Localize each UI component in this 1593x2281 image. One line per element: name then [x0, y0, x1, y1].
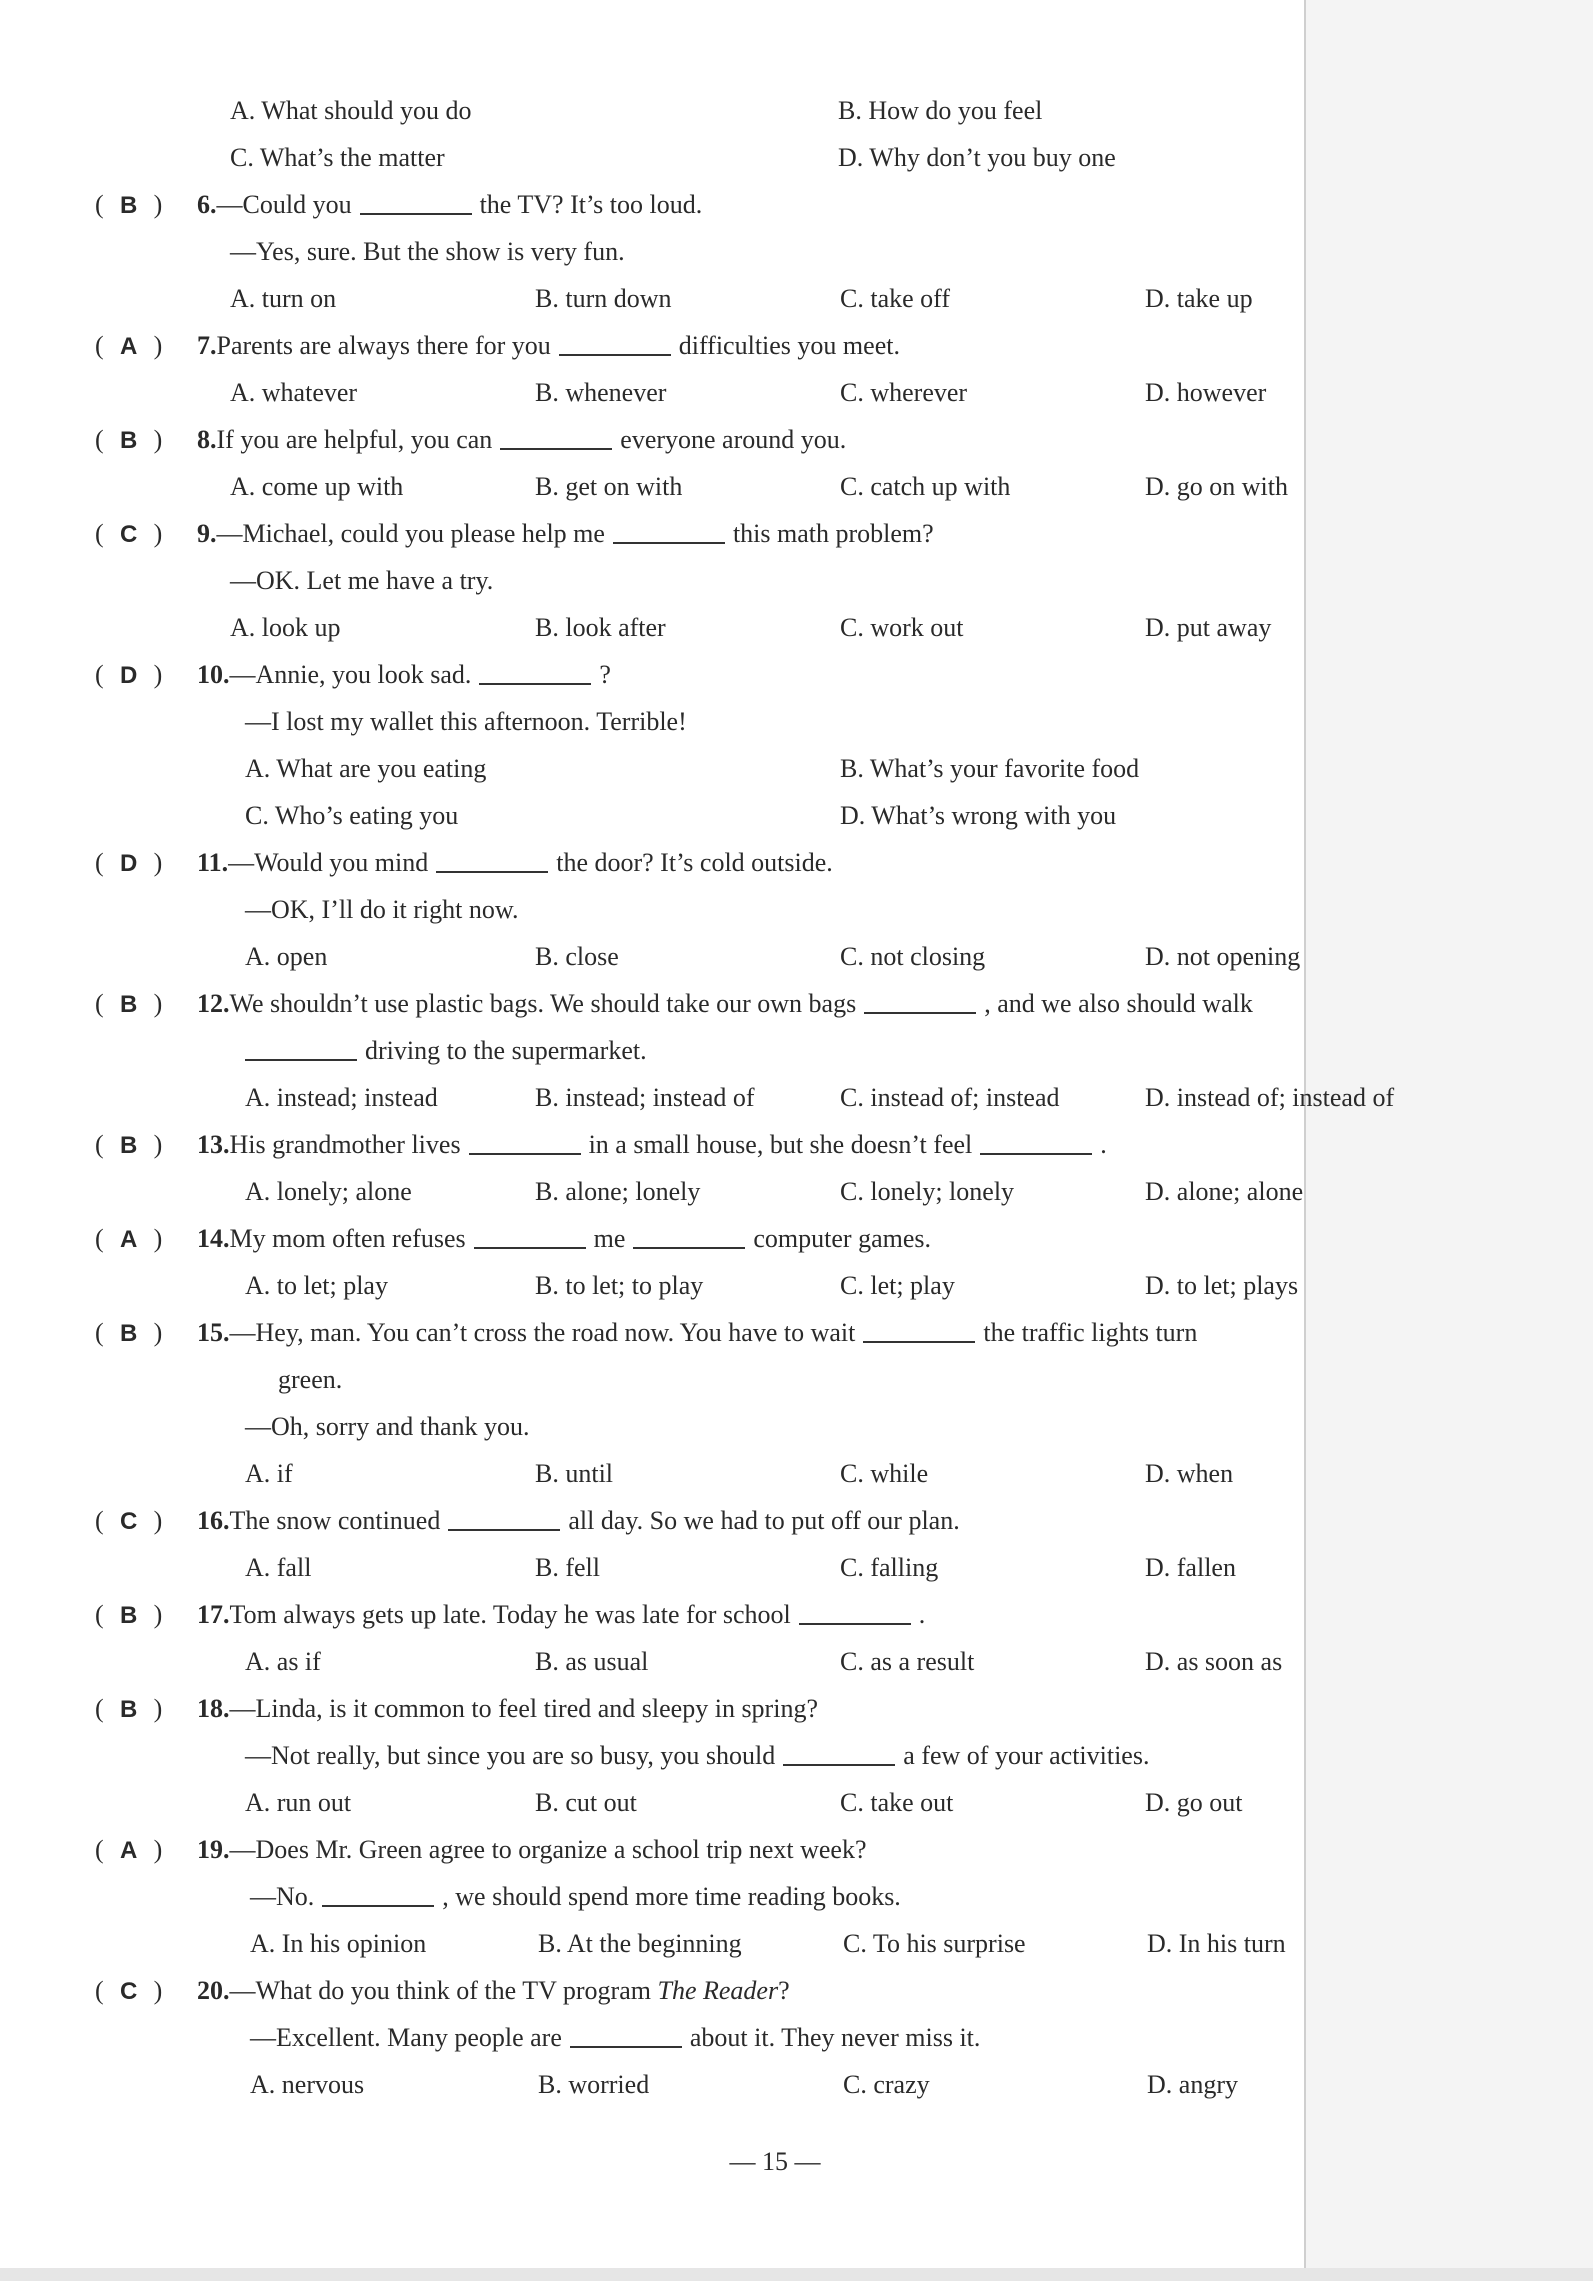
option-c: C. wherever	[840, 378, 968, 407]
question-6-reply: —Yes, sure. But the show is very fun.	[230, 237, 625, 266]
option-d: D. In his turn	[1147, 1929, 1286, 1958]
stem-text: Parents are always there for you	[216, 331, 551, 360]
question-number: 8.	[197, 425, 217, 454]
option-b: B. until	[535, 1459, 614, 1488]
option-a: A. look up	[230, 613, 341, 642]
page-number: — 15 —	[729, 2147, 821, 2176]
option-c: C. not closing	[840, 942, 986, 971]
answer-blank	[864, 1012, 976, 1014]
option-b: B. turn down	[535, 284, 672, 313]
option-a: A. What are you eating	[245, 754, 487, 783]
option-c: C. work out	[840, 613, 964, 642]
question-number: 13.	[197, 1130, 230, 1159]
question-9-reply: —OK. Let me have a try.	[230, 566, 494, 595]
option-c: C. instead of; instead	[840, 1083, 1060, 1112]
answer-blank	[613, 542, 725, 544]
question-13-stem	[197, 1130, 1107, 1160]
option-d: D. to let; plays	[1145, 1271, 1299, 1300]
stem-text: My mom often refuses	[229, 1224, 466, 1253]
stem-text: computer games.	[753, 1224, 931, 1253]
question-number: 16.	[197, 1506, 230, 1535]
question-12-continuation	[245, 1036, 647, 1066]
answer-letter: B	[120, 991, 138, 1018]
answer-blank	[322, 1905, 434, 1907]
answer-paren: ( B )	[95, 190, 163, 219]
stem-text: —Hey, man. You can’t cross the road now. You have to wait	[229, 1318, 856, 1347]
option-c: C. while	[840, 1459, 929, 1488]
answer-blank	[448, 1529, 560, 1531]
option-d: D. put away	[1145, 613, 1272, 642]
option-b: B. worried	[538, 2070, 650, 2099]
option-b: B. fell	[535, 1553, 600, 1582]
option-c: C. take out	[840, 1788, 954, 1817]
option-c: C. Who’s eating you	[245, 801, 459, 830]
stem-text: me	[593, 1224, 626, 1253]
answer-letter: A	[120, 333, 138, 360]
answer-letter: D	[120, 850, 138, 877]
stem-text: ?	[778, 1976, 790, 2005]
question-6-stem	[197, 190, 702, 220]
question-number: 14.	[197, 1224, 230, 1253]
answer-blank	[799, 1623, 911, 1625]
option-b: B. look after	[535, 613, 666, 642]
option-b: B. to let; to play	[535, 1271, 704, 1300]
answer-letter: B	[120, 1132, 138, 1159]
question-19-reply	[250, 1882, 901, 1912]
option-a: A. instead; instead	[245, 1083, 438, 1112]
answer-blank	[245, 1059, 357, 1061]
stem-text: .	[1100, 1130, 1107, 1159]
answer-letter: B	[120, 192, 138, 219]
question-number: 9.	[197, 519, 217, 548]
q5-option-d: D. Why don’t you buy one	[838, 143, 1116, 172]
option-d: D. What’s wrong with you	[840, 801, 1117, 830]
question-number: 12.	[197, 989, 230, 1018]
answer-paren: ( D )	[95, 848, 163, 877]
option-d: D. however	[1145, 378, 1267, 407]
stem-text: about it. They never miss it.	[689, 2023, 981, 2052]
option-b: B. cut out	[535, 1788, 637, 1817]
answer-paren: ( B )	[95, 989, 163, 1018]
stem-text: —Excellent. Many people are	[250, 2023, 562, 2052]
stem-text: a few of your activities.	[903, 1741, 1150, 1770]
stem-text: —What do you think of the TV program	[229, 1976, 651, 2005]
option-b: B. instead; instead of	[535, 1083, 755, 1112]
option-c: C. as a result	[840, 1647, 975, 1676]
option-a: A. fall	[245, 1553, 312, 1582]
stem-text: , we should spend more time reading books.	[442, 1882, 901, 1911]
option-d: D. fallen	[1145, 1553, 1236, 1582]
option-c: C. let; play	[840, 1271, 955, 1300]
option-a: A. run out	[245, 1788, 352, 1817]
question-9-stem	[197, 519, 934, 549]
answer-blank	[559, 354, 671, 356]
answer-paren: ( C )	[95, 1506, 163, 1535]
option-c: C. take off	[840, 284, 950, 313]
answer-paren: ( B )	[95, 1600, 163, 1629]
option-a: A. to let; play	[245, 1271, 388, 1300]
option-b: B. alone; lonely	[535, 1177, 701, 1206]
question-7-stem	[197, 331, 900, 361]
stem-text: —Could you	[216, 190, 352, 219]
answer-paren: ( B )	[95, 425, 163, 454]
stem-text: His grandmother lives	[229, 1130, 461, 1159]
question-number: 20.	[197, 1976, 230, 2005]
stem-text: We shouldn’t use plastic bags. We should take our own bags	[229, 989, 857, 1018]
question-11-stem	[197, 848, 833, 878]
stem-text: the TV? It’s too loud.	[479, 190, 703, 219]
answer-letter: B	[120, 1696, 138, 1723]
question-number: 10.	[197, 660, 230, 689]
option-a: A. as if	[245, 1647, 321, 1676]
option-d: D. not opening	[1145, 942, 1301, 971]
answer-blank	[474, 1247, 586, 1249]
option-a: A. whatever	[230, 378, 358, 407]
question-19-stem	[197, 1835, 867, 1865]
adjacent-page-margin	[1306, 0, 1593, 2281]
q5-option-b: B. How do you feel	[838, 96, 1043, 125]
option-d: D. instead of; instead of	[1145, 1083, 1395, 1112]
answer-paren: ( C )	[95, 1976, 163, 2005]
q5-option-c: C. What’s the matter	[230, 143, 445, 172]
option-d: D. as soon as	[1145, 1647, 1283, 1676]
stem-text: —No.	[250, 1882, 315, 1911]
option-d: D. take up	[1145, 284, 1253, 313]
option-b: B. What’s your favorite food	[840, 754, 1140, 783]
question-17-stem	[197, 1600, 925, 1630]
answer-letter: A	[120, 1226, 138, 1253]
option-a: A. open	[245, 942, 328, 971]
stem-text: .	[918, 1600, 926, 1629]
stem-text: the door? It’s cold outside.	[556, 848, 833, 877]
option-c: C. crazy	[843, 2070, 930, 2099]
option-d: D. alone; alone	[1145, 1177, 1304, 1206]
answer-blank	[360, 213, 472, 215]
answer-letter: B	[120, 427, 138, 454]
stem-text: difficulties you meet.	[678, 331, 900, 360]
option-a: A. turn on	[230, 284, 337, 313]
answer-paren: ( A )	[95, 331, 163, 360]
option-a: A. lonely; alone	[245, 1177, 412, 1206]
answer-paren: ( B )	[95, 1694, 163, 1723]
stem-text: The snow continued	[229, 1506, 441, 1535]
answer-blank	[783, 1764, 895, 1766]
stem-text: —Not really, but since you are so busy, you should	[245, 1741, 776, 1770]
answer-blank	[479, 683, 591, 685]
option-d: D. go out	[1145, 1788, 1243, 1817]
q5-option-a: A. What should you do	[230, 96, 472, 125]
question-18-reply	[245, 1741, 1149, 1771]
answer-letter: A	[120, 1837, 138, 1864]
answer-letter: B	[120, 1320, 138, 1347]
answer-blank	[500, 448, 612, 450]
answer-blank	[570, 2046, 682, 2048]
question-number: 6.	[197, 190, 217, 219]
stem-text: —Does Mr. Green agree to organize a school trip next week?	[229, 1835, 867, 1864]
answer-paren: ( A )	[95, 1835, 163, 1864]
option-b: B. get on with	[535, 472, 683, 501]
question-18-stem	[197, 1694, 818, 1724]
question-20-stem	[197, 1976, 790, 2006]
answer-paren: ( A )	[95, 1224, 163, 1253]
question-14-stem	[197, 1224, 931, 1254]
stem-text: —Michael, could you please help me	[216, 519, 605, 548]
stem-text: the traffic lights turn	[983, 1318, 1198, 1347]
question-15-reply: —Oh, sorry and thank you.	[245, 1412, 530, 1441]
answer-blank	[436, 871, 548, 873]
answer-paren: ( C )	[95, 519, 163, 548]
question-number: 18.	[197, 1694, 230, 1723]
stem-text: —Linda, is it common to feel tired and sleepy in spring?	[229, 1694, 818, 1723]
option-b: B. At the beginning	[538, 1929, 742, 1958]
stem-text: —Would you mind	[228, 848, 429, 877]
option-a: A. nervous	[250, 2070, 365, 2099]
option-c: C. falling	[840, 1553, 939, 1582]
stem-text: all day. So we had to put off our plan.	[568, 1506, 960, 1535]
stem-text: everyone around you.	[620, 425, 847, 454]
question-8-stem	[197, 425, 846, 455]
question-11-reply: —OK, I’ll do it right now.	[245, 895, 519, 924]
answer-blank	[863, 1341, 975, 1343]
question-15-continuation: green.	[278, 1365, 343, 1394]
stem-text: Tom always gets up late. Today he was late for school	[229, 1600, 791, 1629]
answer-blank	[633, 1247, 745, 1249]
option-a: A. if	[245, 1459, 293, 1488]
question-12-stem	[197, 989, 1253, 1019]
answer-paren: ( D )	[95, 660, 163, 689]
question-number: 19.	[197, 1835, 230, 1864]
answer-letter: C	[120, 1978, 138, 2005]
stem-text: If you are helpful, you can	[216, 425, 493, 454]
answer-blank	[469, 1153, 581, 1155]
question-number: 15.	[197, 1318, 230, 1347]
option-d: D. go on with	[1145, 472, 1288, 501]
answer-paren: ( B )	[95, 1318, 163, 1347]
stem-text: ?	[599, 660, 611, 689]
answer-letter: C	[120, 521, 138, 548]
answer-blank	[980, 1153, 1092, 1155]
question-number: 7.	[197, 331, 217, 360]
option-b: B. whenever	[535, 378, 667, 407]
stem-text: in a small house, but she doesn’t feel	[588, 1130, 973, 1159]
question-10-reply: —I lost my wallet this afternoon. Terrible!	[245, 707, 687, 736]
option-d: D. when	[1145, 1459, 1234, 1488]
option-a: A. come up with	[230, 472, 404, 501]
question-10-stem	[197, 660, 611, 690]
answer-letter: C	[120, 1508, 138, 1535]
option-b: B. as usual	[535, 1647, 649, 1676]
stem-text: —Annie, you look sad.	[229, 660, 472, 689]
option-c: C. lonely; lonely	[840, 1177, 1015, 1206]
answer-letter: B	[120, 1602, 138, 1629]
option-b: B. close	[535, 942, 619, 971]
question-number: 11.	[197, 848, 229, 877]
stem-text: , and we also should walk	[984, 989, 1253, 1018]
answer-paren: ( B )	[95, 1130, 163, 1159]
answer-letter: D	[120, 662, 138, 689]
option-c: C. catch up with	[840, 472, 1011, 501]
option-d: D. angry	[1147, 2070, 1238, 2099]
stem-text: this math problem?	[732, 519, 934, 548]
question-number: 17.	[197, 1600, 230, 1629]
question-20-reply	[250, 2023, 980, 2053]
program-title: The Reader	[657, 1976, 779, 2005]
question-15-stem	[197, 1318, 1197, 1348]
option-c: C. To his surprise	[843, 1929, 1026, 1958]
question-16-stem	[197, 1506, 960, 1536]
stem-text: driving to the supermarket.	[365, 1036, 647, 1065]
option-a: A. In his opinion	[250, 1929, 427, 1958]
